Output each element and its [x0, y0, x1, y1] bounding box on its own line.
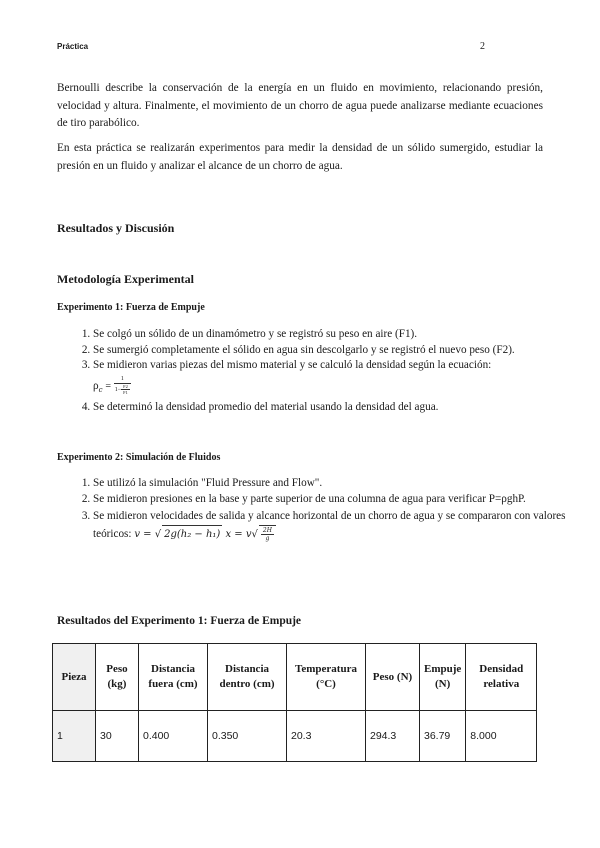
col-header-empuje: Empuje (N)	[420, 644, 466, 711]
cell-temperatura: 20.3	[287, 711, 366, 762]
experiment-1-heading: Experimento 1: Fuerza de Empuje	[57, 302, 205, 313]
table-header-row	[53, 644, 537, 711]
experiment-2-steps	[57, 476, 579, 544]
cell-distancia-dentro: 0.350	[208, 711, 287, 762]
col-header-peso-n: Peso (N)	[366, 644, 420, 711]
list-item: 2. Se midieron presiones en la base y parte superior de una columna de agua para verificar P=ρghP.	[93, 492, 579, 508]
intro-paragraph-1: Bernoulli describe la conservación de la energía en un fluido en movimiento, relacionando presión, velocidad y altura. Finalmente, el movimiento de un chorro de agua puede analizarse mediante ecuaciones de tiro parabólico.	[57, 82, 543, 129]
cell-peso-n: 294.3	[366, 711, 420, 762]
cell-empuje: 36.79	[420, 711, 466, 762]
list-item: 3. Se midieron varias piezas del mismo material y se calculó la densidad según la ecuación: $\rho_c$ = 1 1− $\frac{F2}{F1}$	[93, 358, 579, 398]
page-number: 2	[480, 41, 485, 52]
table-row	[53, 711, 537, 762]
table-title: Resultados del Experimento 1: Fuerza de Empuje	[57, 615, 302, 627]
range-formula: x = v√ $\frac{2H}{g}$	[225, 529, 275, 540]
density-formula: $\rho_c$ = 1 1− $\frac{F2}{F1}$	[93, 374, 131, 398]
list-item: 1. Se utilizó la simulación "Fluid Pressure and Flow".	[93, 476, 579, 492]
velocity-formula: v = √ 2g(h₂ − h₁)	[134, 529, 225, 540]
cell-peso-kg: 30	[96, 711, 139, 762]
intro-paragraph-2: En esta práctica se realizarán experimentos para medir la densidad de un sólido sumergido, estudiar la presión en un fluido y analizar el alcance de un chorro de agua.	[57, 142, 543, 172]
col-header-temperatura: Temperatura (°C)	[287, 644, 366, 711]
col-header-peso-kg: Peso (kg)	[96, 644, 139, 711]
col-header-densidad: Densidad relativa	[466, 644, 537, 711]
header-title: Práctica	[57, 42, 89, 51]
cell-densidad: 8.000	[466, 711, 537, 762]
density-fraction: 1 1− $\frac{F2}{F1}$	[114, 376, 131, 395]
list-item: 4. Se determinó la densidad promedio del material usando la densidad del agua.	[93, 400, 579, 416]
list-item: 3. Se midieron velocidades de salida y alcance horizontal de un chorro de agua y se compararon con valores teóricos: v = √ 2g(h₂ − h₁) x = v√ $\frac{2H}{g}$	[93, 507, 579, 544]
col-header-distancia-dentro: Distancia dentro (cm)	[208, 644, 287, 711]
experiment-2-heading: Experimento 2: Simulación de Fluidos	[57, 452, 221, 463]
results-heading: Resultados y Discusión	[57, 221, 175, 235]
experiment-1-steps	[57, 327, 579, 415]
list-item: 2. Se sumergió completamente el sólido en agua sin descolgarlo y se registró el nuevo peso (F2).	[93, 343, 579, 359]
col-header-distancia-fuera: Distancia fuera (cm)	[139, 644, 208, 711]
col-header-pieza: Pieza	[53, 644, 96, 711]
list-item: 1. Se colgó un sólido de un dinamómetro y se registró su peso en aire (F1).	[93, 327, 579, 343]
cell-distancia-fuera: 0.400	[139, 711, 208, 762]
methodology-heading: Metodología Experimental	[57, 272, 194, 286]
results-table	[52, 643, 537, 762]
cell-pieza: 1	[53, 711, 96, 762]
